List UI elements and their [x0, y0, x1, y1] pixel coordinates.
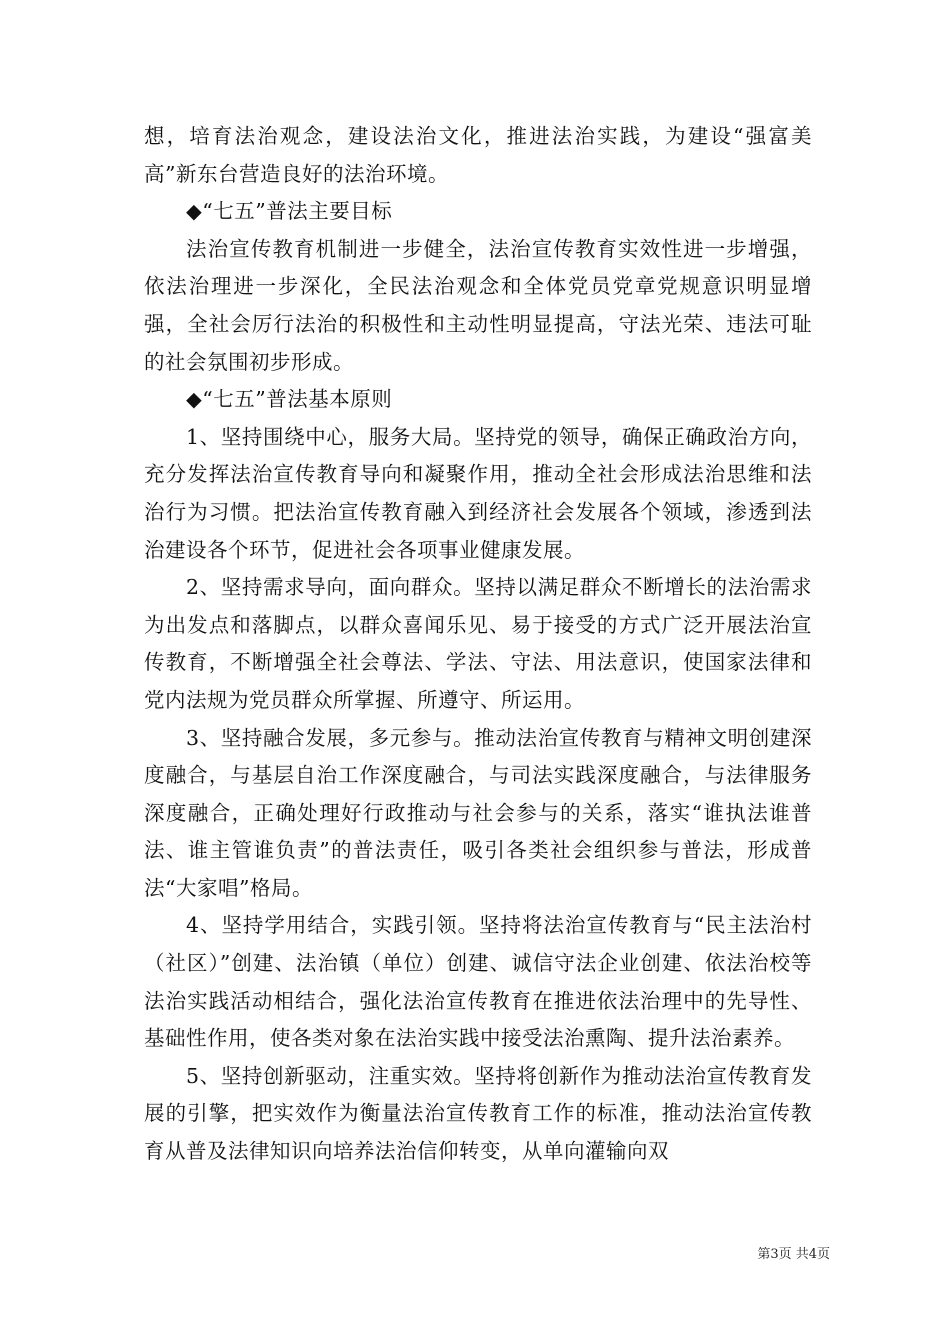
document-body [144, 118, 812, 1171]
paragraph-principle-4: 4、坚持学用结合，实践引领。坚持将法治宣传教育与“民主法治村（社区）”创建、法治镇（单位）创建、诚信守法企业创建、依法治校等法治实践活动相结合，强化法治宣传教育在推进依法治理中的先导性、基础性作用，使各类对象在法治实践中接受法治熏陶、提升法治素养。 [144, 913, 812, 1051]
paragraph-main-goals: 法治宣传教育机制进一步健全，法治宣传教育实效性进一步增强，依法治理进一步深化，全民法治观念和全体党员党章党规意识明显增强，全社会厉行法治的积极性和主动性明显提高，守法光荣、违法可耻的社会氛围初步形成。 [144, 236, 812, 374]
paragraph-principle-5: 5、坚持创新驱动，注重实效。坚持将创新作为推动法治宣传教育发展的引擎，把实效作为衡量法治宣传教育工作的标准，推动法治宣传教育从普及法律知识向培养法治信仰转变，从单向灌输向双 [144, 1063, 812, 1164]
paragraph-continuation: 想，培育法治观念，建设法治文化，推进法治实践，为建设“强富美高”新东台营造良好的法治环境。 [144, 124, 812, 186]
page-number-footer: 第3页 共4页 [757, 1247, 830, 1262]
heading-basic-principles: ◆“七五”普法基本原则 [186, 387, 393, 412]
paragraph-principle-2: 2、坚持需求导向，面向群众。坚持以满足群众不断增长的法治需求为出发点和落脚点，以群众喜闻乐见、易于接受的方式广泛开展法治宣传教育，不断增强全社会尊法、学法、守法、用法意识，使国家法律和党内法规为党员群众所掌握、所遵守、所运用。 [144, 575, 812, 712]
heading-main-goals: ◆“七五”普法主要目标 [186, 199, 393, 224]
paragraph-principle-3: 3、坚持融合发展，多元参与。推动法治宣传教育与精神文明创建深度融合，与基层自治工作深度融合，与司法实践深度融合，与法律服务深度融合，正确处理好行政推动与社会参与的关系，落实“谁执法谁普法、谁主管谁负责”的普法责任，吸引各类社会组织参与普法，形成普法“大家唱”格局。 [144, 725, 812, 900]
paragraph-principle-1: 1、坚持围绕中心，服务大局。坚持党的领导，确保正确政治方向，充分发挥法治宣传教育导向和凝聚作用，推动全社会形成法治思维和法治行为习惯。把法治宣传教育融入到经济社会发展各个领域，渗透到法治建设各个环节，促进社会各项事业健康发展。 [144, 424, 812, 562]
